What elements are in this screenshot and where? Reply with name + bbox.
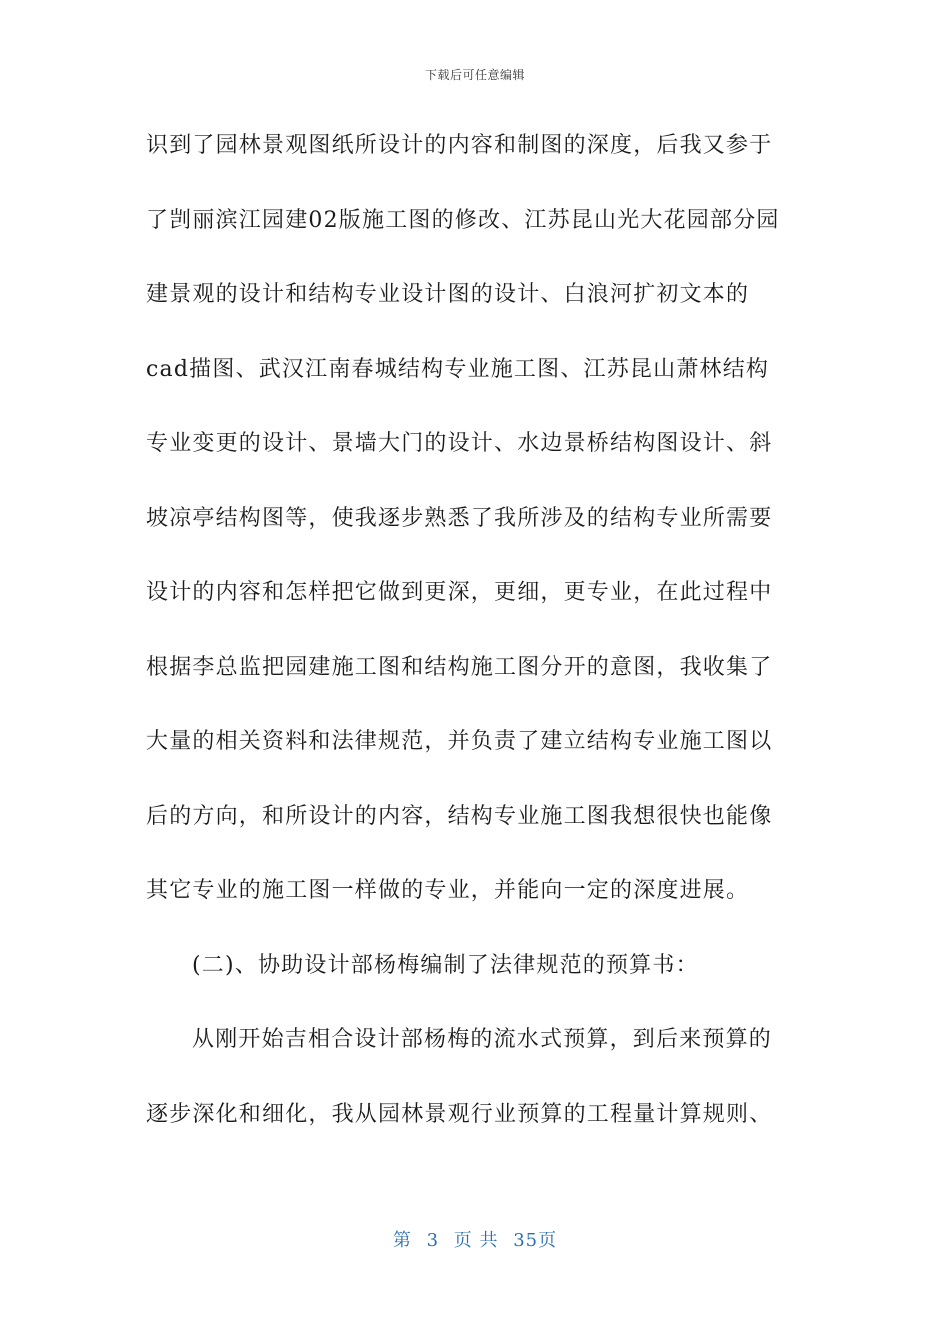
text-line: 专业变更的设计、景墙大门的设计、水边景桥结构图设计、斜 <box>146 431 773 456</box>
text-line: 设计的内容和怎样把它做到更深，更细，更专业，在此过程中 <box>146 580 773 605</box>
text-line: 逐步深化和细化，我从园林景观行业预算的工程量计算规则、 <box>146 1101 773 1127</box>
footer-prefix: 第 <box>392 1230 412 1251</box>
page-header: 下载后可任意编辑 <box>424 68 525 82</box>
text-line: 根据李总监把园建施工图和结构施工图分开的意图，我收集了 <box>146 654 773 680</box>
section-heading: (二)、协助设计部杨梅编制了法律规范的预算书： <box>192 952 699 978</box>
text-line: 其它专业的施工图一样做的专业，并能向一定的深度进展。 <box>146 878 750 903</box>
text-line: 坡凉亭结构图等，使我逐步熟悉了我所涉及的结构专业所需要 <box>146 505 773 531</box>
text-line: cad描图、武汉江南春城结构专业施工图、江苏昆山萧林结构 <box>146 356 770 382</box>
document-body <box>146 124 806 1167</box>
total-pages: 35页 <box>513 1230 558 1251</box>
text-line: 从刚开始吉相合设计部杨梅的流水式预算，到后来预算的 <box>192 1027 773 1052</box>
current-page-number: 3 <box>426 1230 440 1251</box>
page-footer <box>0 1226 950 1252</box>
text-line: 后的方向，和所设计的内容，结构专业施工图我想很快也能像 <box>146 803 773 829</box>
text-line: 建景观的设计和结构专业设计图的设计、白浪河扩初文本的 <box>146 282 750 307</box>
footer-middle: 页 共 <box>453 1230 499 1251</box>
text-line: 大量的相关资料和法律规范，并负责了建立结构专业施工图以 <box>146 729 773 754</box>
text-line: 了剀丽滨江园建02版施工图的修改、江苏昆山光大花园部分园 <box>146 207 780 233</box>
text-line: 识到了园林景观图纸所设计的内容和制图的深度，后我又参于 <box>146 133 773 158</box>
